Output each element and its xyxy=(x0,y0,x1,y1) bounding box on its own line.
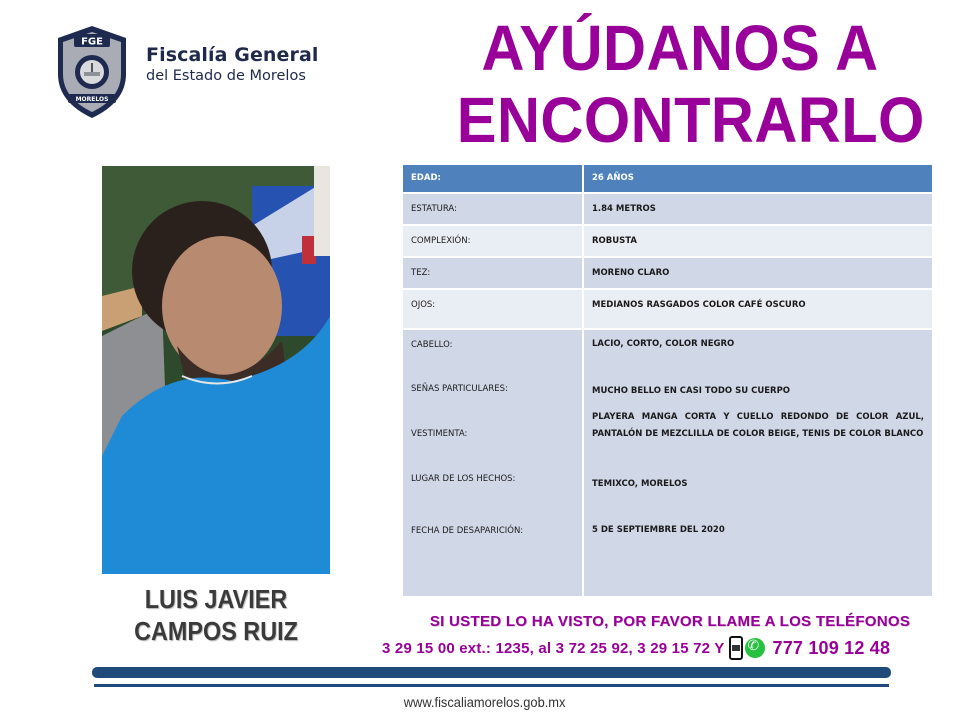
website-link[interactable]: www.fiscaliamorelos.gob.mx xyxy=(403,694,566,710)
contact-phones xyxy=(382,636,890,660)
value-location: TEMIXCO, MORELOS xyxy=(592,479,688,489)
value-complexion: MORENO CLARO xyxy=(583,257,933,289)
table-row xyxy=(402,225,933,257)
title-line1: AYÚDANOS A xyxy=(481,12,879,84)
label-eyes: OJOS: xyxy=(402,289,583,329)
value-marks: MUCHO BELLO EN CASI TODO SU CUERPO xyxy=(592,386,791,396)
value-date: 5 DE SEPTIEMBRE DEL 2020 xyxy=(592,525,725,535)
label-date: FECHA DE DESAPARICIÓN: xyxy=(411,526,524,536)
value-hair: LACIO, CORTO, COLOR NEGRO xyxy=(592,339,735,349)
whatsapp-number: 777 109 12 48 xyxy=(772,637,891,658)
svg-text:MORELOS: MORELOS xyxy=(75,96,109,103)
table-row xyxy=(402,257,933,289)
value-clothing: PLAYERA MANGA CORTA Y CUELLO REDONDO DE COLOR AZUL, PANTALÓN DE MEZCLILLA DE COLOR BEIGE, TENIS DE COLOR BLANCO xyxy=(592,412,924,439)
svg-text:FGE: FGE xyxy=(81,36,103,48)
value-eyes: MEDIANOS RASGADOS COLOR CAFÉ OSCURO xyxy=(583,289,933,329)
table-row-multi xyxy=(402,329,933,597)
phone-numbers: 3 29 15 00 ext.: 1235, al 3 72 25 92, 3 29 15 72 Y xyxy=(382,639,725,657)
missing-person-name xyxy=(112,583,321,647)
whatsapp-icon xyxy=(745,638,765,658)
title-line2: ENCONTRARLO xyxy=(456,84,925,156)
contact-instructions: SI USTED LO HA VISTO, POR FAVOR LLAME A LOS TELÉFONOS xyxy=(429,613,911,630)
table-row xyxy=(402,164,933,193)
label-location: LUGAR DE LOS HECHOS: xyxy=(411,474,516,484)
value-build: ROBUSTA xyxy=(583,225,933,257)
organization-name xyxy=(146,44,319,84)
mobile-phone-icon xyxy=(729,636,743,660)
label-height: ESTATURA: xyxy=(402,193,583,225)
footer-divider-thin xyxy=(94,684,889,687)
values-cell xyxy=(583,329,933,597)
org-name-line2: del Estado de Morelos xyxy=(146,68,306,84)
table-row xyxy=(402,289,933,329)
table-row xyxy=(402,193,933,225)
name-line1: LUIS JAVIER xyxy=(144,584,288,614)
label-complexion: TEZ: xyxy=(402,257,583,289)
name-line2: CAMPOS RUIZ xyxy=(134,616,298,646)
label-hair: CABELLO: xyxy=(411,340,453,350)
label-age: EDAD: xyxy=(402,164,583,193)
poster-title xyxy=(456,12,925,156)
label-marks: SEÑAS PARTICULARES: xyxy=(411,384,508,394)
person-photo-illustration xyxy=(102,166,330,574)
label-clothing: VESTIMENTA: xyxy=(411,429,468,439)
value-height: 1.84 METROS xyxy=(583,193,933,225)
missing-person-photo xyxy=(102,166,330,574)
person-details-table xyxy=(401,163,934,598)
fge-shield-logo-icon xyxy=(54,24,130,120)
labels-cell xyxy=(402,329,583,597)
footer-divider-thick xyxy=(92,667,891,678)
value-age: 26 AÑOS xyxy=(583,164,933,193)
org-name-line1: Fiscalía General xyxy=(146,44,319,66)
label-build: COMPLEXIÓN: xyxy=(402,225,583,257)
